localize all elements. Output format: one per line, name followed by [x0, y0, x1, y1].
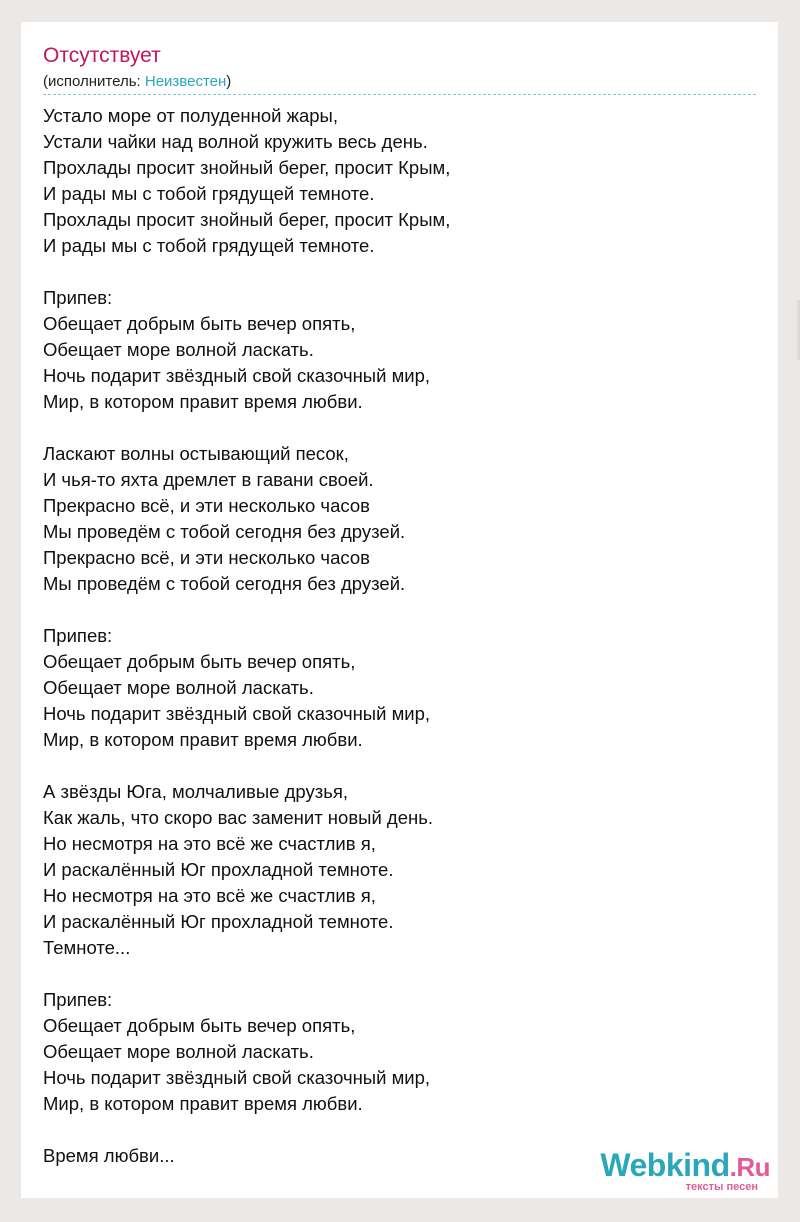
- lyric-line: Припев:: [43, 287, 113, 308]
- lyric-line: Ночь подарит звёздный свой сказочный мир,: [43, 703, 431, 724]
- webkind-logo[interactable]: [600, 1147, 770, 1197]
- artist-suffix: ): [226, 73, 232, 90]
- lyric-line: Ночь подарит звёздный свой сказочный мир,: [43, 365, 431, 386]
- lyric-line: Как жаль, что скоро вас заменит новый день.: [43, 807, 433, 828]
- lyric-line: Устало море от полуденной жары,: [43, 105, 338, 126]
- song-title: Отсутствует: [43, 44, 161, 67]
- lyric-line: Мы проведём с тобой сегодня без друзей.: [43, 521, 406, 542]
- lyric-line: Темноте...: [43, 937, 131, 958]
- lyric-line: Ночь подарит звёздный свой сказочный мир,: [43, 1067, 431, 1088]
- stanza-gap: [43, 961, 450, 987]
- stanza-gap: [43, 415, 450, 441]
- lyric-line: Но несмотря на это всё же счастлив я,: [43, 833, 376, 854]
- lyric-line: Обещает море волной ласкать.: [43, 677, 314, 698]
- lyric-line: Обещает добрым быть вечер опять,: [43, 313, 356, 334]
- lyric-line: Ласкают волны остывающий песок,: [43, 443, 349, 464]
- lyric-line: Устали чайки над волной кружить весь день.: [43, 131, 428, 152]
- lyric-line: Обещает море волной ласкать.: [43, 1041, 314, 1062]
- lyric-line: Мир, в котором правит время любви.: [43, 729, 363, 750]
- artist-link[interactable]: Неизвестен: [144, 73, 227, 90]
- stanza-gap: [43, 1117, 450, 1143]
- lyrics-body: [43, 103, 450, 1169]
- lyric-line: Мы проведём с тобой сегодня без друзей.: [43, 573, 406, 594]
- lyric-line: Мир, в котором правит время любви.: [43, 1093, 363, 1114]
- lyric-line: Время любви...: [43, 1145, 175, 1166]
- logo-tagline: тексты песен: [685, 1181, 758, 1193]
- lyric-line: Прохлады просит знойный берег, просит Крым,: [43, 209, 451, 230]
- divider: [43, 94, 756, 95]
- logo-name: Webkind: [600, 1147, 730, 1183]
- lyric-line: А звёзды Юга, молчаливые друзья,: [43, 781, 348, 802]
- artist-info: [43, 72, 231, 92]
- lyric-line: Прохлады просит знойный берег, просит Крым,: [43, 157, 451, 178]
- lyric-line: Обещает море волной ласкать.: [43, 339, 314, 360]
- page-edge-shadow: [796, 300, 800, 360]
- lyric-line: Обещает добрым быть вечер опять,: [43, 1015, 356, 1036]
- stanza-gap: [43, 753, 450, 779]
- stanza-gap: [43, 259, 450, 285]
- logo-tld: .Ru: [729, 1152, 770, 1182]
- artist-prefix: (исполнитель:: [43, 73, 145, 90]
- lyric-line: Припев:: [43, 625, 113, 646]
- lyric-line: Мир, в котором правит время любви.: [43, 391, 363, 412]
- lyric-line: И рады мы с тобой грядущей темноте.: [43, 183, 375, 204]
- lyric-line: Обещает добрым быть вечер опять,: [43, 651, 356, 672]
- lyric-line: Но несмотря на это всё же счастлив я,: [43, 885, 376, 906]
- lyric-line: И раскалённый Юг прохладной темноте.: [43, 859, 394, 880]
- lyric-line: Прекрасно всё, и эти несколько часов: [43, 547, 370, 568]
- lyric-line: Припев:: [43, 989, 113, 1010]
- lyric-line: И раскалённый Юг прохладной темноте.: [43, 911, 394, 932]
- lyric-line: И рады мы с тобой грядущей темноте.: [43, 235, 375, 256]
- lyrics-card: [21, 22, 778, 1198]
- lyric-line: И чья-то яхта дремлет в гавани своей.: [43, 469, 374, 490]
- stanza-gap: [43, 597, 450, 623]
- lyric-line: Прекрасно всё, и эти несколько часов: [43, 495, 370, 516]
- logo-wordmark: [600, 1147, 770, 1184]
